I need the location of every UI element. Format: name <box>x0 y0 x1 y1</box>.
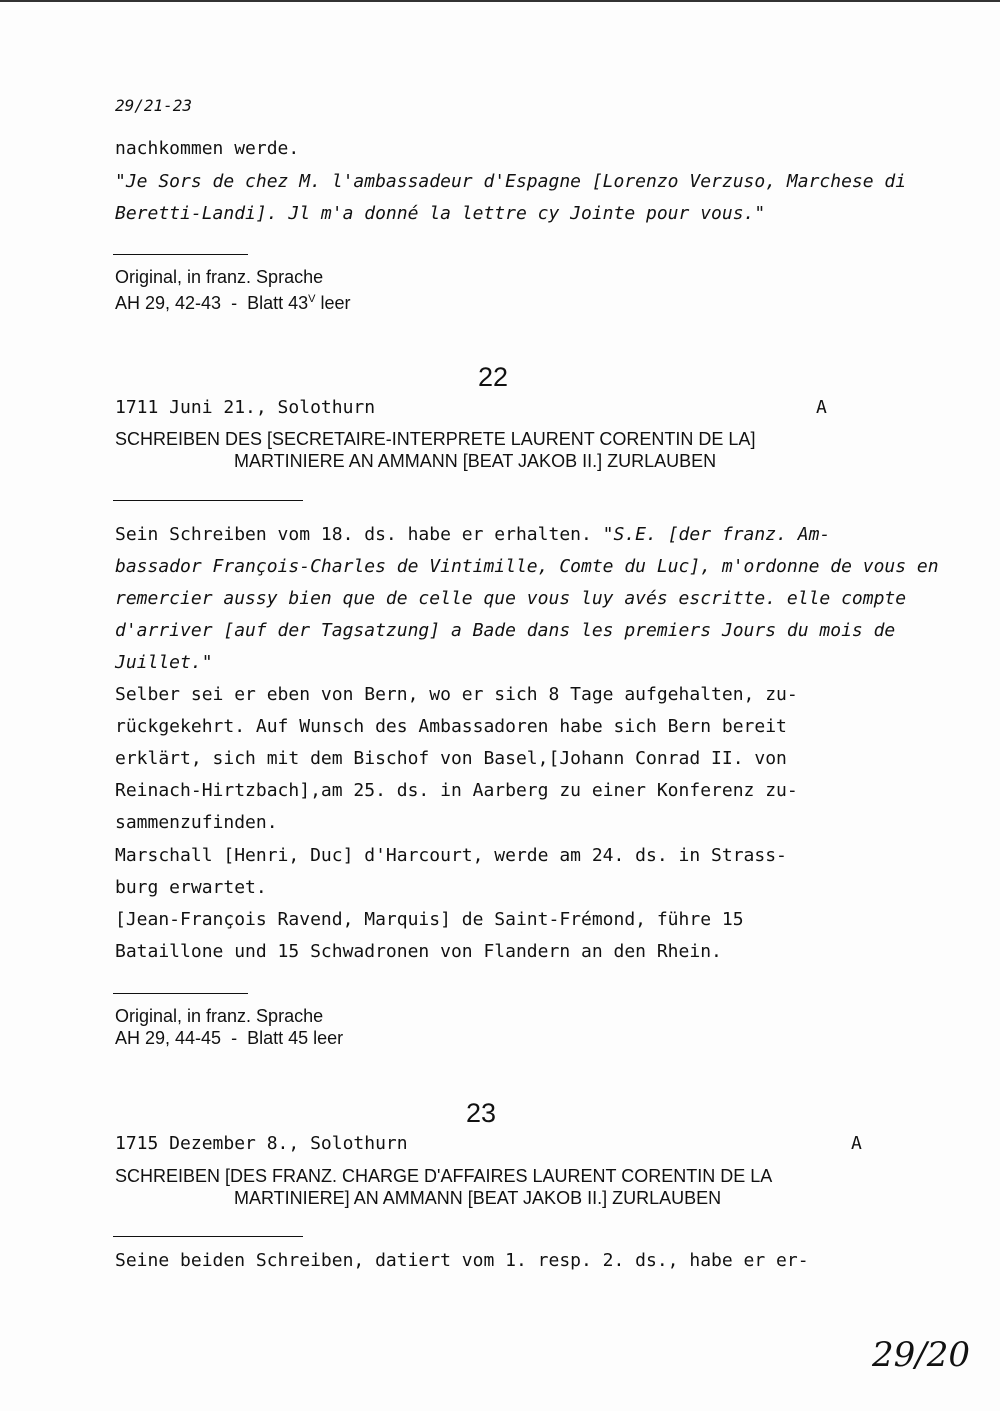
body-line: rückgekehrt. Auf Wunsch des Ambassadoren habe sich Bern bereit <box>115 716 787 737</box>
document-title-line: MARTINIERE] AN AMMANN [BEAT JAKOB II.] ZURLAUBEN <box>234 1188 722 1208</box>
separator-rule <box>113 993 248 994</box>
body-quote-line: d'arriver [auf der Tagsatzung] a Bade dans les premiers Jours du mois de <box>115 620 896 641</box>
document-date: 1711 Juni 21., Solothurn <box>115 397 376 418</box>
document-date: 1715 Dezember 8., Solothurn <box>115 1133 408 1154</box>
document-title-line: MARTINIERE AN AMMANN [BEAT JAKOB II.] ZURLAUBEN <box>234 451 717 471</box>
intro-line: nachkommen werde. <box>115 138 300 159</box>
scan-top-edge <box>0 0 1000 2</box>
body-line: [Jean-François Ravend, Marquis] de Saint-Frémond, führe 15 <box>115 909 744 930</box>
separator-rule <box>113 254 248 255</box>
body-line: Sein Schreiben vom 18. ds. habe er erhalten. "S.E. [der franz. Am- <box>115 524 831 545</box>
body-line: Reinach-Hirtzbach],am 25. ds. in Aarberg zu einer Konferenz zu- <box>115 780 798 801</box>
handwritten-folio-number: 29/20 <box>872 1335 970 1375</box>
source-note: Original, in franz. Sprache <box>115 1006 324 1026</box>
archive-reference: AH 29, 44-45 - Blatt 45 leer <box>115 1028 344 1048</box>
body-quote-line: Juillet." <box>115 652 213 673</box>
intro-quote-line: Beretti-Landi]. Jl m'a donné la lettre cy Jointe pour vous." <box>115 203 766 224</box>
body-line: Selber sei er eben von Bern, wo er sich 8 Tage aufgehalten, zu- <box>115 684 798 705</box>
document-number: 23 <box>466 1098 497 1128</box>
document-type-mark: A <box>816 397 827 418</box>
intro-quote-line: "Je Sors de chez M. l'ambassadeur d'Espagne [Lorenzo Verzuso, Marchese di <box>115 171 907 192</box>
separator-rule <box>113 1236 303 1237</box>
body-quote-line: bassador François-Charles de Vintimille, Comte du Luc], m'ordonne de vous en <box>115 556 939 577</box>
archive-reference: AH 29, 42-43 - Blatt $43^V$ leer <box>115 293 351 313</box>
document-title-line: SCHREIBEN [DES FRANZ. CHARGE D'AFFAIRES LAURENT CORENTIN DE LA <box>115 1166 773 1186</box>
document-title-line: SCHREIBEN DES [SECRETAIRE-INTERPRETE LAURENT CORENTIN DE LA] <box>115 429 756 449</box>
source-note: Original, in franz. Sprache <box>115 267 324 287</box>
body-line: Seine beiden Schreiben, datiert vom 1. resp. 2. ds., habe er er- <box>115 1250 809 1271</box>
body-line: sammenzufinden. <box>115 812 278 833</box>
body-line: Bataillone und 15 Schwadronen von Flandern an den Rhein. <box>115 941 722 962</box>
body-quote-line: remercier aussy bien que de celle que vous luy avés escritte. elle compte <box>115 588 907 609</box>
body-line: erklärt, sich mit dem Bischof von Basel,[Johann Conrad II. von <box>115 748 787 769</box>
page-reference: 29/21-23 <box>115 96 193 115</box>
body-line: Marschall [Henri, Duc] d'Harcourt, werde am 24. ds. in Strass- <box>115 845 787 866</box>
document-number: 22 <box>478 362 509 392</box>
separator-rule <box>113 500 303 501</box>
body-line: burg erwartet. <box>115 877 267 898</box>
document-type-mark: A <box>851 1133 862 1154</box>
